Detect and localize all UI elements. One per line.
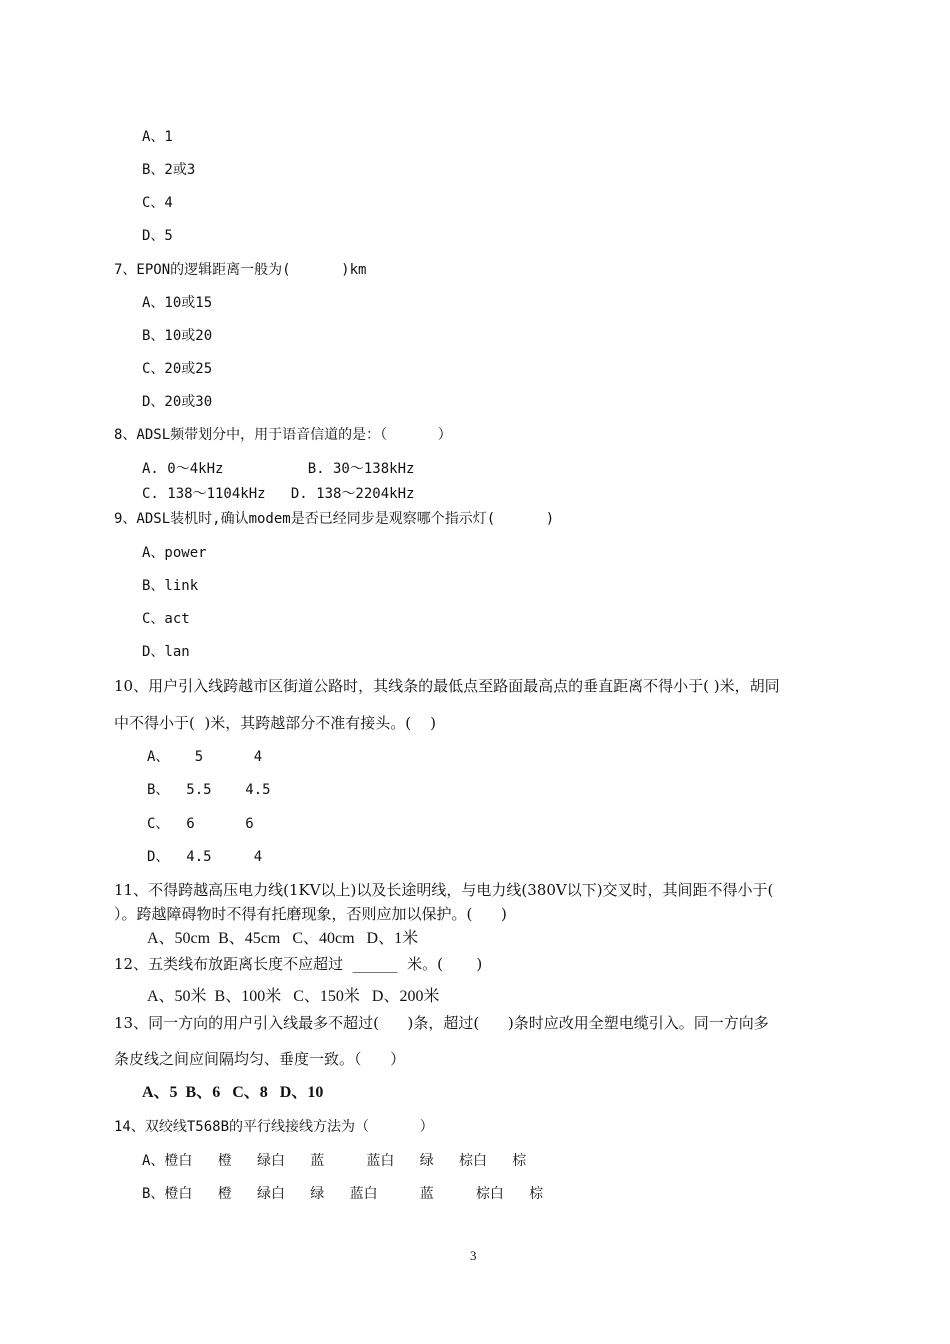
option-line: C、act [142,611,190,627]
option-line: B、10或20 [142,328,213,344]
option-line: A、10或15 [142,295,213,311]
option-line: A、5 B、6 C、8 D、10 [142,1084,324,1101]
option-line: A、power [142,545,207,561]
option-line: B、 5.5 4.5 [147,782,271,798]
option-line: A、50cm B、45cm C、40cm D、1米 [147,930,419,947]
question-line: 10、用户引入线跨越市区街道公路时，其线条的最低点至路面最高点的垂直距离不得小于( )米，胡同 [114,677,780,695]
option-line: C. 138～1104kHz D. 138～2204kHz [142,486,415,502]
option-line: B、2或3 [142,162,196,178]
question-line: 13、同一方向的用户引入线最多不超过( )条，超过( )条时应改用全塑电缆引入。同一方向多 [114,1014,769,1032]
option-line: B、link [142,578,199,594]
option-line: C、20或25 [142,361,213,377]
question-line: 14、双绞线T568B的平行线接线方法为（ ） [114,1119,434,1135]
question-line: 条皮线之间应间隔均匀、垂度一致。（ ） [114,1050,406,1068]
option-line: D、5 [142,228,173,244]
option-line: A. 0～4kHz B. 30～138kHz [142,461,415,477]
option-line: A、1 [142,129,173,145]
option-line: D、20或30 [142,394,213,410]
option-line: B、橙白 橙 绿白 绿 蓝白 蓝 棕白 棕 [142,1186,544,1202]
option-line: A、 5 4 [147,749,263,765]
option-line: C、4 [142,195,173,211]
question-line: 9、ADSL装机时,确认modem是否已经同步是观察哪个指示灯( ) [114,511,555,527]
question-line: 11、不得跨越高压电力线(1KV以上)以及长途明线，与电力线(380V以下)交叉时，其间距不得小于( [114,881,774,899]
question-line: 中不得小于( )米，其跨越部分不准有接头。( ) [114,714,437,732]
question-line: 12、五类线布放距离长度不应超过 ______ 米。( ) [114,955,483,973]
question-line: 8、ADSL频带划分中，用于语音信道的是：（ ） [114,427,452,443]
option-line: A、橙白 橙 绿白 蓝 蓝白 绿 棕白 棕 [142,1153,527,1169]
page-number: 3 [470,1248,477,1263]
question-line: 7、EPON的逻辑距离一般为( )km [114,262,367,278]
option-line: A、50米 B、100米 C、150米 D、200米 [147,988,440,1005]
option-line: D、 4.5 4 [147,849,263,865]
option-line: C、 6 6 [147,816,254,832]
option-line: D、lan [142,644,190,660]
question-line: ）。跨越障碍物时不得有托磨现象，否则应加以保护。( ) [114,905,507,923]
